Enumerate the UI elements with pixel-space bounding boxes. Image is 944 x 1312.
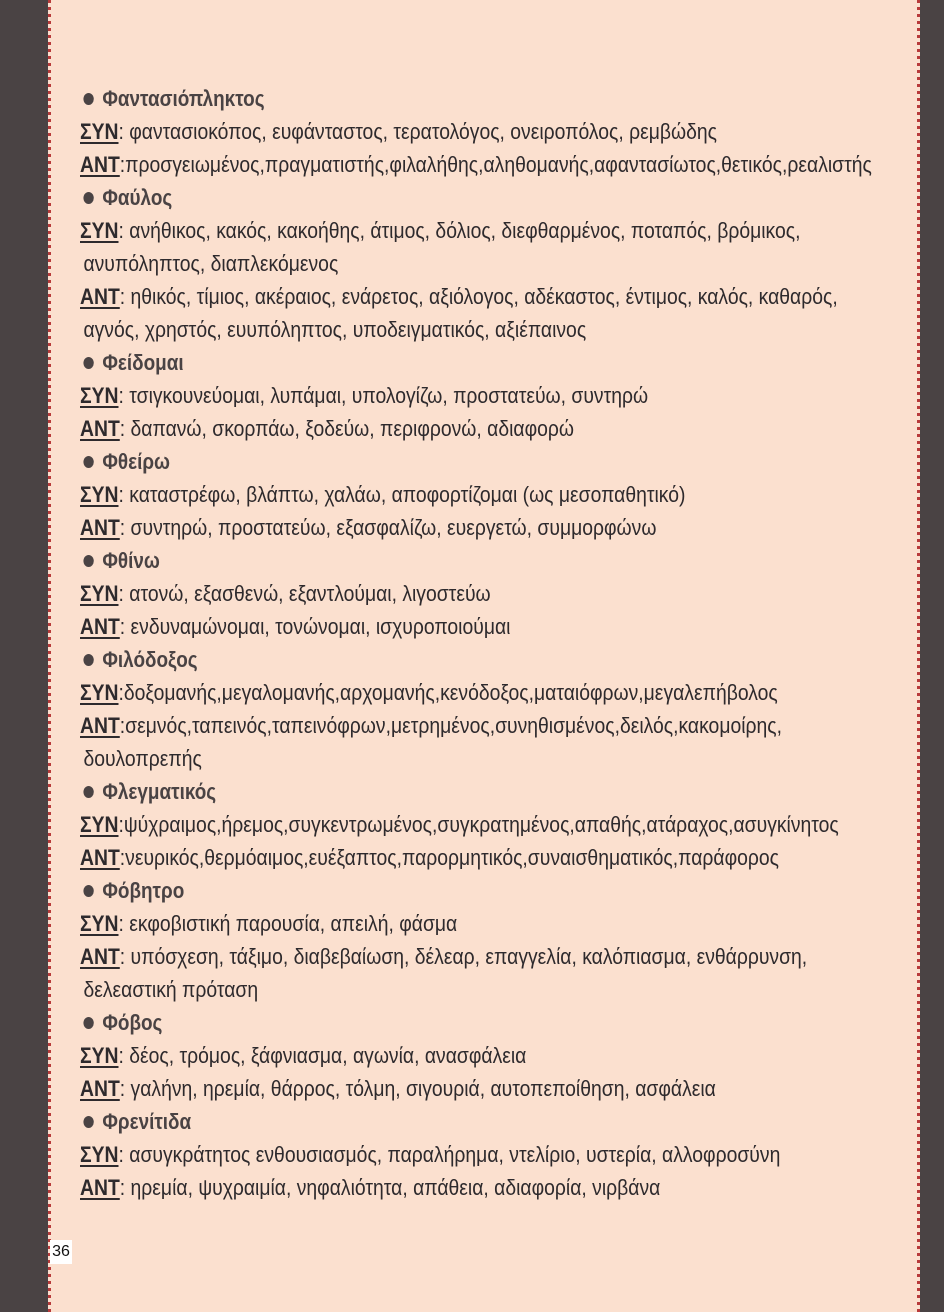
- ant-line: [80, 973, 820, 1006]
- syn-label: ΣΥΝ: [80, 1043, 119, 1068]
- headword: [80, 643, 820, 676]
- page-number: 36: [50, 1240, 72, 1264]
- syn-text: ασυγκράτητος ενθουσιασμός, παραλήρημα, ντελίριο, υστερία, αλλοφροσύνη: [129, 1142, 781, 1167]
- syn-text: ψύχραιμος,ήρεμος,συγκεντρωμένος,συγκρατημένος,απαθής,ατάραχος,ασυγκίνητος: [123, 812, 839, 837]
- headword-text: Φλεγματικός: [102, 779, 217, 804]
- ant-line: [80, 280, 838, 313]
- ant-separator: :: [119, 845, 126, 870]
- headword: [80, 1006, 820, 1039]
- bullet-icon: [83, 786, 93, 798]
- ant-label: ΑΝΤ: [80, 1175, 120, 1200]
- bullet-icon: [83, 192, 93, 204]
- syn-separator: :: [118, 1142, 130, 1167]
- ant-text: ηρεμία, ψυχραιμία, νηφαλιότητα, απάθεια, αδιαφορία, νιρβάνα: [130, 1175, 661, 1200]
- bullet-icon: [83, 1017, 93, 1029]
- syn-label: ΣΥΝ: [80, 680, 119, 705]
- ant-separator: :: [119, 1175, 131, 1200]
- ant-text: νευρικός,θερμόαιμος,ευέξαπτος,παρορμητικός,συναισθηματικός,παράφορος: [125, 845, 779, 870]
- headword: [80, 775, 820, 808]
- headword: [80, 874, 820, 907]
- ant-label: ΑΝΤ: [80, 944, 120, 969]
- ant-text: αγνός, χρηστός, ευυπόληπτος, υποδειγματικός, αξιέπαινος: [83, 317, 587, 342]
- ant-label: ΑΝΤ: [80, 845, 120, 870]
- syn-line: [80, 478, 820, 511]
- syn-separator: :: [118, 581, 130, 606]
- bullet-icon: [83, 654, 93, 666]
- bullet-icon: [83, 1116, 93, 1128]
- syn-label: ΣΥΝ: [80, 581, 119, 606]
- dictionary-entry: [80, 346, 820, 445]
- syn-text: ατονώ, εξασθενώ, εξαντλούμαι, λιγοστεύω: [129, 581, 491, 606]
- ant-label: ΑΝΤ: [80, 1076, 120, 1101]
- headword: [80, 1105, 820, 1138]
- syn-separator: :: [118, 218, 130, 243]
- ant-separator: :: [119, 1076, 131, 1101]
- syn-line: [80, 808, 839, 841]
- ant-separator: :: [119, 713, 126, 738]
- syn-separator: :: [118, 482, 130, 507]
- bullet-icon: [83, 885, 93, 897]
- dictionary-entry: [80, 775, 839, 874]
- syn-text: ανυπόληπτος, διαπλεκόμενος: [83, 251, 339, 276]
- headword-text: Φθείρω: [102, 449, 171, 474]
- syn-line: [80, 577, 820, 610]
- page: [48, 0, 920, 1312]
- ant-label: ΑΝΤ: [80, 713, 120, 738]
- ant-line: [80, 610, 820, 643]
- syn-separator: :: [118, 119, 130, 144]
- syn-line: [80, 115, 820, 148]
- ant-separator: :: [119, 515, 131, 540]
- dictionary-entry: [80, 643, 820, 775]
- syn-label: ΣΥΝ: [80, 119, 119, 144]
- headword-text: Φαντασιόπληκτος: [102, 86, 265, 111]
- ant-line: [80, 313, 820, 346]
- syn-label: ΣΥΝ: [80, 383, 119, 408]
- dictionary-entry: [80, 445, 820, 544]
- headword-text: Φρενίτιδα: [102, 1109, 192, 1134]
- ant-text: ηθικός, τίμιος, ακέραιος, ενάρετος, αξιόλογος, αδέκαστος, έντιμος, καλός, καθαρός,: [130, 284, 838, 309]
- syn-label: ΣΥΝ: [80, 218, 119, 243]
- headword: [80, 544, 820, 577]
- bullet-icon: [83, 555, 93, 567]
- ant-line: [80, 511, 820, 544]
- ant-text: γαλήνη, ηρεμία, θάρρος, τόλμη, σιγουριά, αυτοπεποίθηση, ασφάλεια: [130, 1076, 716, 1101]
- syn-separator: :: [118, 1043, 130, 1068]
- syn-label: ΣΥΝ: [80, 812, 119, 837]
- ant-label: ΑΝΤ: [80, 284, 120, 309]
- syn-line: [80, 1039, 820, 1072]
- ant-separator: :: [119, 614, 131, 639]
- syn-line: [80, 214, 820, 247]
- syn-text: καταστρέφω, βλάπτω, χαλάω, αποφορτίζομαι (ως μεσοπαθητικό): [129, 482, 686, 507]
- syn-text: φαντασιοκόπος, ευφάνταστος, τερατολόγος, ονειροπόλος, ρεμβώδης: [129, 119, 717, 144]
- headword-text: Φθίνω: [102, 548, 160, 573]
- dictionary-entry: [80, 1105, 820, 1204]
- ant-line: [80, 841, 820, 874]
- syn-label: ΣΥΝ: [80, 482, 119, 507]
- syn-separator: :: [118, 680, 124, 705]
- dictionary-entry: [80, 181, 838, 346]
- ant-line: [80, 412, 820, 445]
- bullet-icon: [83, 456, 93, 468]
- syn-label: ΣΥΝ: [80, 911, 119, 936]
- ant-separator: :: [119, 284, 131, 309]
- dictionary-entry: [80, 544, 820, 643]
- syn-line: [80, 676, 820, 709]
- syn-text: δοξομανής,μεγαλομανής,αρχομανής,κενόδοξος,ματαιόφρων,μεγαλεπήβολος: [123, 680, 778, 705]
- headword-text: Φιλόδοξος: [102, 647, 198, 672]
- headword-text: Φαύλος: [102, 185, 173, 210]
- syn-separator: :: [118, 911, 130, 936]
- syn-separator: :: [118, 812, 124, 837]
- syn-line: [80, 379, 820, 412]
- ant-separator: :: [119, 416, 131, 441]
- ant-text: συντηρώ, προστατεύω, εξασφαλίζω, ευεργετώ, συμμορφώνω: [130, 515, 657, 540]
- syn-text: ανήθικος, κακός, κακοήθης, άτιμος, δόλιος, διεφθαρμένος, ποταπός, βρόμικος,: [129, 218, 801, 243]
- syn-line: [80, 907, 820, 940]
- ant-text: σεμνός,ταπεινός,ταπεινόφρων,μετρημένος,συνηθισμένος,δειλός,κακομοίρης,: [125, 713, 783, 738]
- dictionary-entry: [80, 82, 872, 181]
- dictionary-entry: [80, 1006, 820, 1105]
- syn-line: [80, 247, 820, 280]
- ant-label: ΑΝΤ: [80, 515, 120, 540]
- syn-line: [80, 1138, 820, 1171]
- ant-separator: :: [119, 944, 131, 969]
- syn-text: τσιγκουνεύομαι, λυπάμαι, υπολογίζω, προστατεύω, συντηρώ: [129, 383, 649, 408]
- dictionary-content: [80, 82, 872, 1204]
- syn-text: εκφοβιστική παρουσία, απειλή, φάσμα: [129, 911, 458, 936]
- syn-text: δέος, τρόμος, ξάφνιασμα, αγωνία, ανασφάλεια: [129, 1043, 527, 1068]
- headword-text: Φόβος: [102, 1010, 163, 1035]
- headword: [80, 346, 820, 379]
- bullet-icon: [83, 93, 93, 105]
- headword: [80, 82, 820, 115]
- ant-label: ΑΝΤ: [80, 152, 120, 177]
- ant-line: [80, 1171, 820, 1204]
- ant-line: [80, 940, 820, 973]
- ant-text: προσγειωμένος,πραγματιστής,φιλαλήθης,αληθομανής,αφαντασίωτος,θετικός,ρεαλιστής: [125, 152, 872, 177]
- ant-text: δουλοπρεπής: [83, 746, 202, 771]
- ant-text: δελεαστική πρόταση: [83, 977, 259, 1002]
- headword-text: Φείδομαι: [102, 350, 184, 375]
- headword: [80, 445, 820, 478]
- bullet-icon: [83, 357, 93, 369]
- ant-text: υπόσχεση, τάξιμο, διαβεβαίωση, δέλεαρ, επαγγελία, καλόπιασμα, ενθάρρυνση,: [130, 944, 808, 969]
- headword: [80, 181, 820, 214]
- ant-separator: :: [119, 152, 126, 177]
- ant-label: ΑΝΤ: [80, 614, 120, 639]
- ant-label: ΑΝΤ: [80, 416, 120, 441]
- syn-label: ΣΥΝ: [80, 1142, 119, 1167]
- ant-line: [80, 709, 820, 742]
- ant-line: [80, 148, 872, 181]
- ant-line: [80, 742, 820, 775]
- ant-text: ενδυναμώνομαι, τονώνομαι, ισχυροποιούμαι: [130, 614, 511, 639]
- ant-line: [80, 1072, 820, 1105]
- ant-text: δαπανώ, σκορπάω, ξοδεύω, περιφρονώ, αδιαφορώ: [130, 416, 575, 441]
- headword-text: Φόβητρο: [102, 878, 185, 903]
- dictionary-entry: [80, 874, 820, 1006]
- syn-separator: :: [118, 383, 130, 408]
